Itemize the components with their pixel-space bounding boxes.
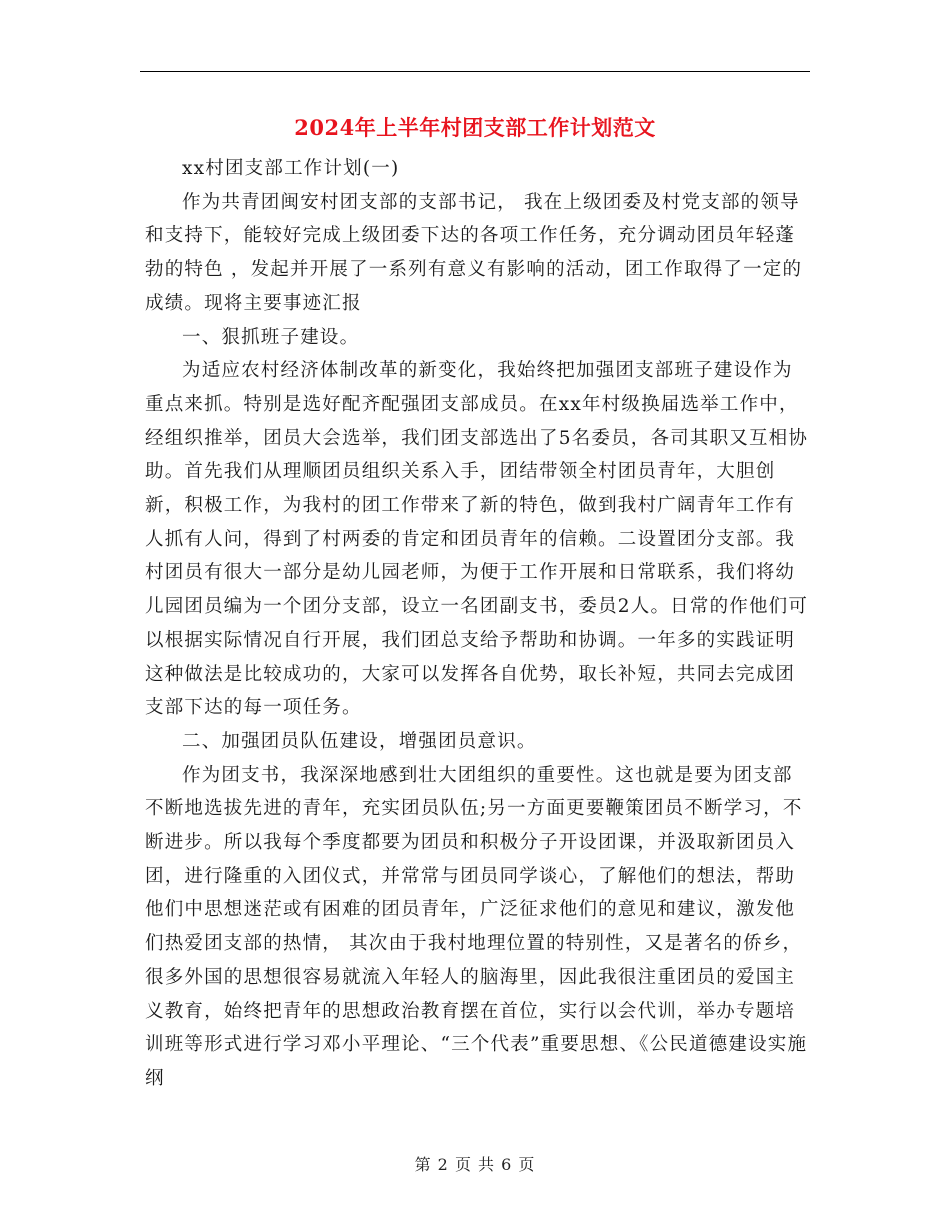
body-paragraph: 为适应农村经济体制改革的新变化，我始终把加强团支部班子建设作为重点来抓。特别是选好配齐配强团支部成员。在xx年村级换届选举工作中，经组织推举，团员大会选举，我们团支部选出了5名委员，各司其职又互相协助。首先我们从理顺团员组织关系入手，团结带领全村团员青年，大胆创新，积极工作，为我村的团工作带来了新的特色，做到我村广阔青年工作有人抓有人问，得到了村两委的肯定和团员青年的信赖。二设置团分支部。我村团员有很大一部分是幼儿园老师，为便于工作开展和日常联系，我们将幼儿园团员编为一个团分支部，设立一名团副支书，委员2人。日常的作他们可以根据实际情况自行开展，我们团总支给予帮助和协调。一年多的实践证明这种做法是比较成功的，大家可以发挥各自优势，取长补短，共同去完成团支部下达的每一项任务。 xyxy=(145,360,809,719)
header-rule xyxy=(140,71,810,72)
body-paragraph: 作为共青团闽安村团支部的支部书记， 我在上级团委及村党支部的领导和支持下，能较好完成上级团委下达的各项工作任务，充分调动团员年轻蓬勃的特色 ，发起并开展了一系列有意义有影响的活动，团工作取得了一定的成绩。现将主要事迹汇报 xyxy=(145,191,803,314)
section-heading: 一、狠抓班子建设。 xyxy=(182,326,360,348)
body-paragraph: 作为团支书，我深深地感到壮大团组织的重要性。这也就是要为团支部不断地选拔先进的青年，充实团员队伍;另一方面更要鞭策团员不断学习，不断进步。所以我每个季度都要为团员和积极分子开设团课，并汲取新团员入团，进行隆重的入团仪式，并常常与团员同学谈心，了解他们的想法，帮助他们中思想迷茫或有困难的团员青年，广泛征求他们的意见和建议，激发他们热爱团支部的热情， 其次由于我村地理位置的特别性，又是著名的侨乡，很多外国的思想很容易就流入年轻人的脑海里，因此我很注重团员的爱国主义教育，始终把青年的思想政治教育摆在首位，实行以会代训，举办专题培训班等形式进行学习邓小平理论、“三个代表”重要思想、《公民道德建设实施纲 xyxy=(145,764,808,1089)
section-heading: xx村团支部工作计划(一) xyxy=(182,158,400,179)
document-body xyxy=(145,152,810,1096)
document-title: 2024年上半年村团支部工作计划范文 xyxy=(294,115,656,140)
section-heading: 二、加强团员队伍建设，增强团员意识。 xyxy=(182,730,537,752)
page-number: 第 2 页 共 6 页 xyxy=(414,1155,536,1174)
